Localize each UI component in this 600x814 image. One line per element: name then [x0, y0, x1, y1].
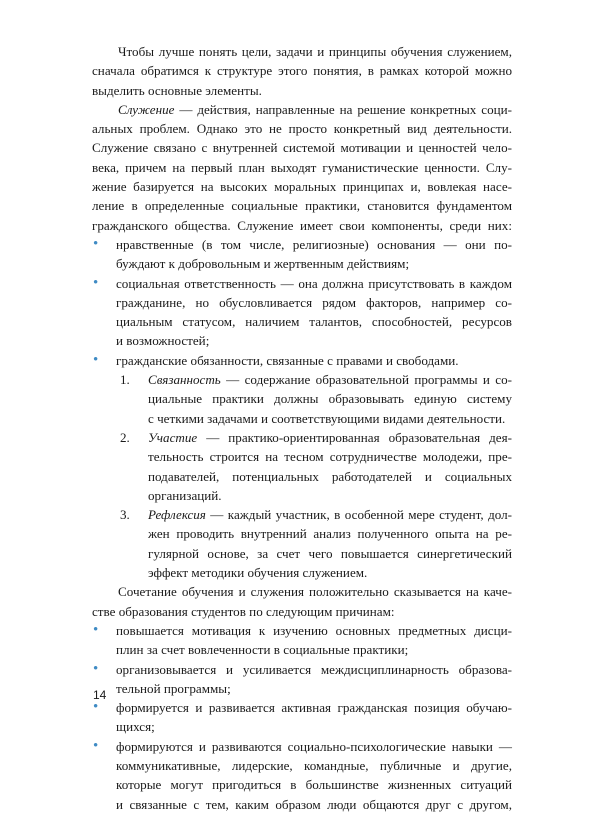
list-item: [92, 235, 512, 274]
item-number: 3.: [120, 507, 130, 523]
bullet-icon: •: [93, 235, 99, 252]
term-italic: Служение: [118, 101, 175, 117]
text-line: формируется и развивается активная гражданская позиция обучаю-: [116, 700, 512, 716]
text-line: Служение связано с внутренней системой мотивации и ценностей чело-: [92, 140, 512, 156]
text-line: циальным статусом, наличием талантов, способностей, ресурсов: [116, 314, 512, 330]
term-italic: Рефлексия: [148, 507, 206, 523]
text-line: формируются и развиваются социально-психологические навыки —: [116, 738, 512, 754]
bullet-icon: •: [93, 737, 99, 754]
list-item: [92, 737, 512, 814]
item-number: 2.: [120, 429, 130, 445]
text-line: гулярной основе, за счет чего повышается синергетический: [148, 545, 512, 561]
intro-paragraph: [92, 42, 512, 100]
text-line: ление в определенные социальные практики, становится фундаментом: [92, 198, 512, 214]
text-line: стве образования студентов по следующим причинам:: [92, 603, 395, 619]
text-line: эффект методики обучения служением.: [148, 565, 368, 581]
numbered-item: [92, 428, 512, 505]
text-line: нравственные (в том числе, религиозные) основания — они по-: [116, 236, 512, 252]
text-line: организовывается и усиливается междисциплинарность образова-: [116, 661, 512, 677]
list-item: [92, 660, 512, 699]
definition-paragraph: [92, 100, 512, 235]
text-line: гражданского общества. Служение имеет свои компоненты, среди них:: [92, 217, 512, 233]
bullet-icon: •: [93, 660, 99, 677]
text-line: века, причем на первый план выходят гуманистические ценности. Слу-: [92, 159, 512, 175]
bullet-icon: •: [93, 351, 99, 368]
text-line: тельность строится на тесном сотрудничестве молодежи, пре-: [148, 449, 512, 465]
text-line: социальная ответственность — она должна присутствовать в каждом: [116, 275, 512, 291]
text-line: циальные практики должны образовывать единую систему: [148, 391, 512, 407]
text-fragment: — каждый участник, в особенной мере студент, дол-: [205, 507, 512, 523]
text-line: гражданине, но обусловливается рядом факторов, например со-: [116, 294, 512, 310]
page-number: 14: [93, 688, 107, 702]
numbered-item: [92, 370, 512, 428]
list-item: [92, 698, 512, 737]
text-line: буждают к добровольным и жертвенным действиям;: [116, 256, 410, 272]
text-line: организаций.: [148, 487, 222, 503]
list-item: [92, 621, 512, 660]
text-fragment: — практико-ориентированная образовательная дея-: [197, 429, 512, 445]
text-line: подавателей, потенциальных работодателей и социальных: [148, 468, 512, 484]
text-line: коммуникативные, лидерские, командные, публичные и другие,: [116, 757, 512, 773]
text-fragment: — действия, направленные на решение конкретных соци-: [174, 101, 512, 117]
text-line: Сочетание обучения и служения положительно сказывается на каче-: [118, 584, 512, 600]
text-line: альных проблем. Однако это не просто конкретный вид деятельности.: [92, 121, 512, 137]
text-line: и связанные с тем, каким образом люди общаются друг с другом,: [116, 796, 512, 812]
item-number: 1.: [120, 372, 130, 388]
text-line: жение базируется на высоких моральных принципах и, вовлекая насе-: [92, 179, 512, 195]
text-line: [148, 505, 512, 524]
text-line: [148, 370, 512, 389]
numbered-item: [92, 505, 512, 582]
text-line: сначала обратимся к структуре этого понятия, в рамках которой можно: [92, 63, 512, 79]
bullet-icon: •: [93, 621, 99, 638]
text-line: и возможностей;: [116, 333, 210, 349]
text-line: гражданские обязанности, связанные с правами и свободами.: [116, 352, 459, 368]
page-content: [92, 42, 512, 814]
term-italic: Участие: [148, 429, 198, 445]
text-line: [148, 428, 512, 447]
text-fragment: — содержание образовательной программы и со-: [220, 372, 512, 388]
bullet-icon: •: [93, 274, 99, 291]
text-line: щихся;: [116, 719, 155, 735]
bullet-icon: •: [93, 699, 99, 716]
list-item: [92, 351, 512, 370]
text-line: с четкими задачами и соответствующими видами деятельности.: [148, 410, 506, 426]
text-line: выделить основные элементы.: [92, 82, 262, 98]
text-line: тельной программы;: [116, 680, 231, 696]
text-line: жен проводить внутренний анализ полученного опыта на ре-: [148, 526, 512, 542]
text-line: Чтобы лучше понять цели, задачи и принципы обучения служением,: [118, 44, 512, 59]
combination-paragraph: [92, 582, 512, 621]
text-line: которые могут пригодиться в большинстве жизненных ситуаций: [116, 777, 512, 793]
list-item: [92, 274, 512, 351]
text-line: [92, 100, 512, 119]
text-line: повышается мотивация к изучению основных предметных дисци-: [116, 622, 512, 638]
term-italic: Связанность: [148, 372, 221, 388]
text-line: плин за счет вовлеченности в социальные практики;: [116, 642, 409, 658]
